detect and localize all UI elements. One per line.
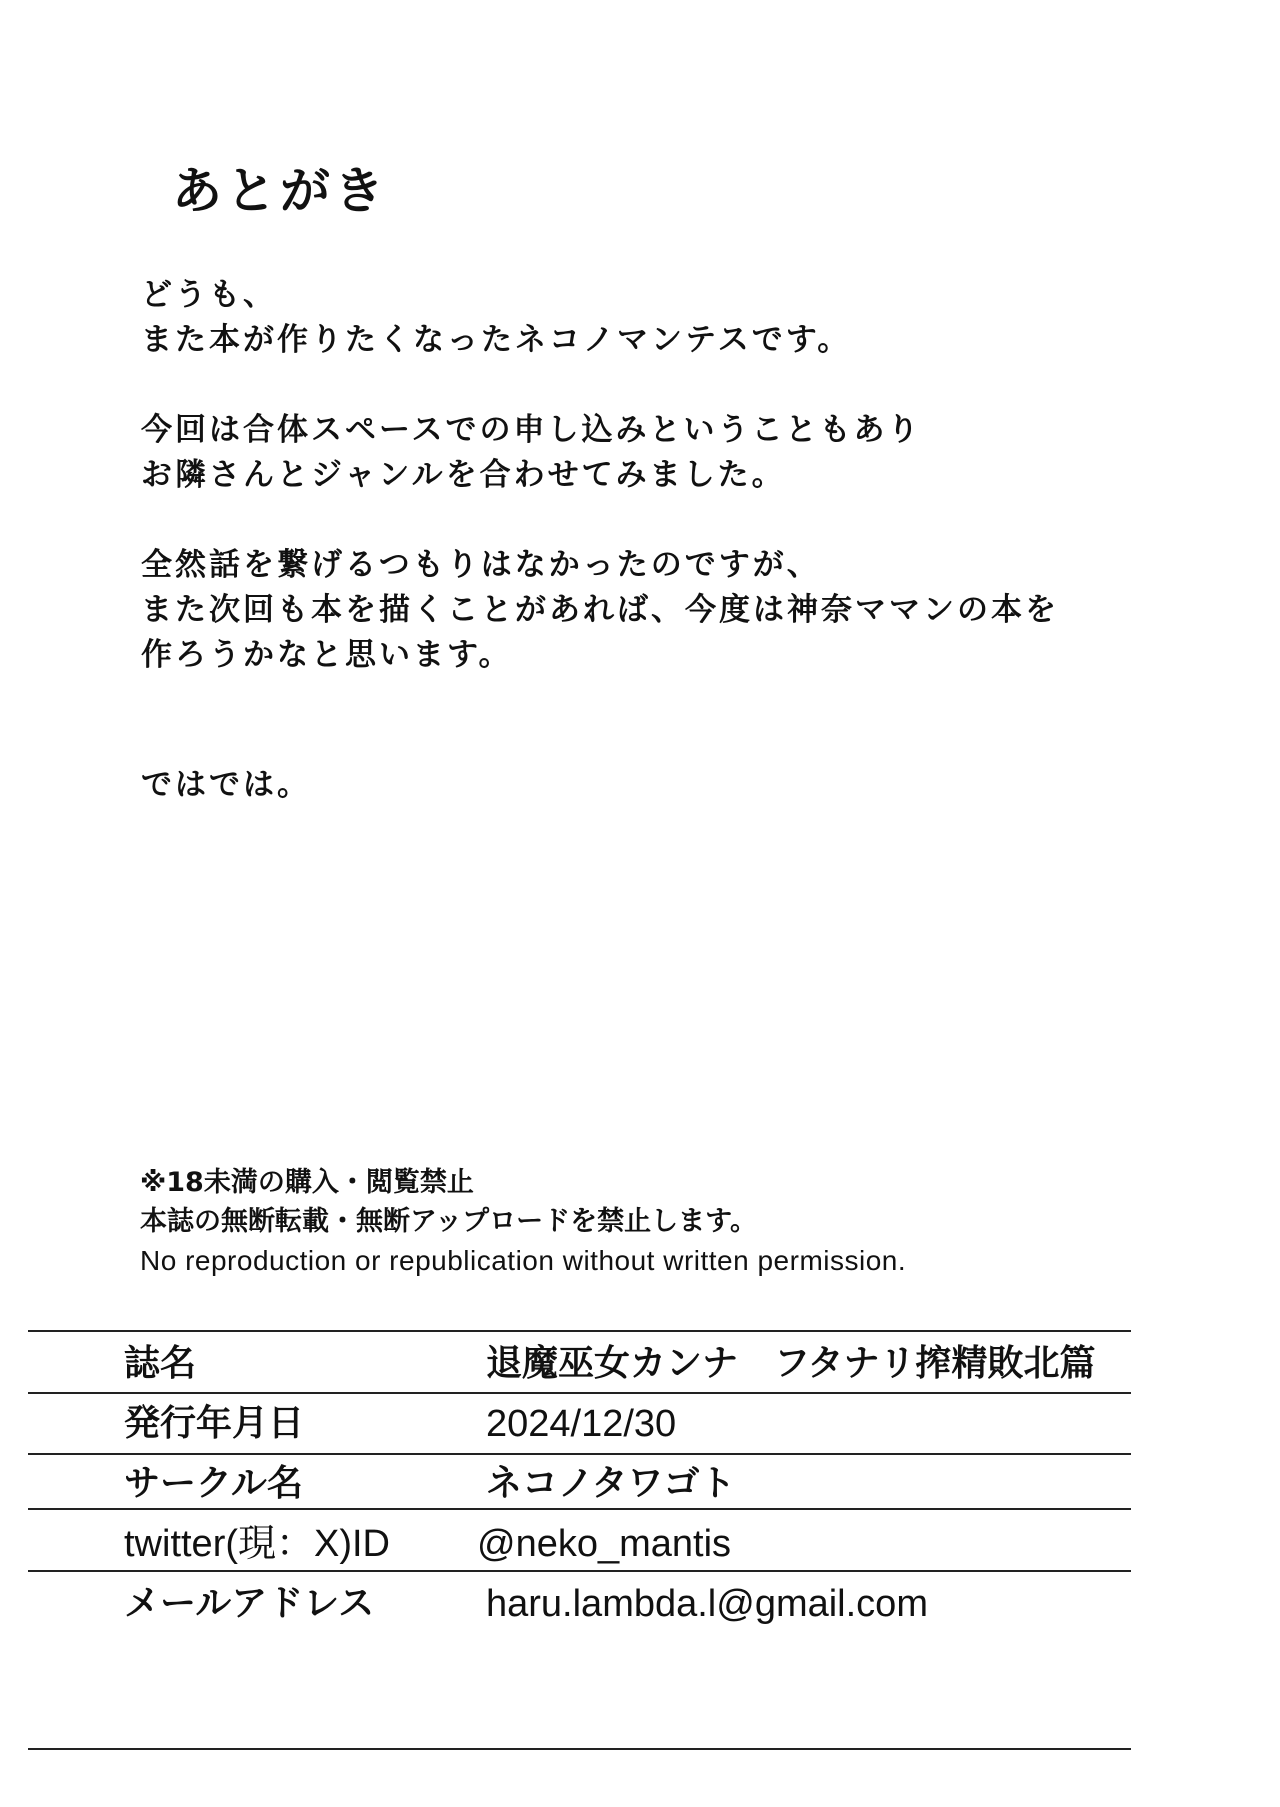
afterword-line: また本が作りたくなったネコノマンテスです。 xyxy=(141,322,852,358)
afterword-line: 今回は合体スペースでの申し込みということもあり xyxy=(141,412,922,448)
afterword-line: どうも、 xyxy=(141,277,277,313)
colophon-divider xyxy=(28,1508,1131,1510)
colophon-label: twitter(現：X)ID xyxy=(124,1523,391,1565)
afterword-body xyxy=(141,273,1201,808)
afterword-line: 作ろうかなと思います。 xyxy=(141,637,513,673)
colophon-value: @neko_mantis xyxy=(477,1523,732,1565)
colophon-divider xyxy=(28,1453,1131,1455)
colophon-row-twitter xyxy=(0,1516,1280,1572)
colophon-row-email xyxy=(0,1576,1280,1632)
afterword-line: 全然話を繋げるつもりはなかったのですが、 xyxy=(141,547,821,583)
colophon-label: 誌名 xyxy=(124,1343,197,1384)
afterword-line: ではでは。 xyxy=(141,767,311,803)
no-reproduction-notice-jp: 本誌の無断転載・無断アップロードを禁止します。 xyxy=(140,1206,757,1237)
afterword-line: また次回も本を描くことがあれば、今度は神奈ママンの本を xyxy=(141,592,1059,628)
afterword-closing xyxy=(141,763,1201,808)
afterword-paragraph xyxy=(141,543,1201,678)
colophon-label: 発行年月日 xyxy=(124,1403,305,1444)
colophon-label: サークル名 xyxy=(124,1463,303,1504)
colophon-label: メールアドレス xyxy=(124,1583,375,1624)
afterword-line: お隣さんとジャンルを合わせてみました。 xyxy=(141,457,786,493)
colophon-value: 退魔巫女カンナ フタナリ搾精敗北篇 xyxy=(486,1343,1096,1384)
no-reproduction-notice-en: No reproduction or republication without written permission. xyxy=(140,1245,907,1276)
colophon-row-title xyxy=(0,1336,1280,1392)
colophon-bottom-rule xyxy=(28,1748,1131,1750)
colophon-row-date xyxy=(0,1396,1280,1452)
colophon-divider xyxy=(28,1570,1131,1572)
colophon-value: 2024/12/30 xyxy=(486,1403,677,1445)
colophon-divider xyxy=(28,1392,1131,1394)
colophon-divider xyxy=(28,1330,1131,1332)
colophon-value: haru.lambda.l@gmail.com xyxy=(486,1583,928,1625)
afterword-paragraph xyxy=(141,273,1201,363)
copyright-notice xyxy=(140,1163,1200,1280)
colophon-value: ネコノタワゴト xyxy=(486,1463,736,1504)
colophon-row-circle xyxy=(0,1456,1280,1512)
age-restriction-notice: ※18未満の購入・閲覧禁止 xyxy=(140,1167,474,1198)
afterword-paragraph xyxy=(141,408,1201,498)
afterword-title: あとがき xyxy=(172,161,388,220)
